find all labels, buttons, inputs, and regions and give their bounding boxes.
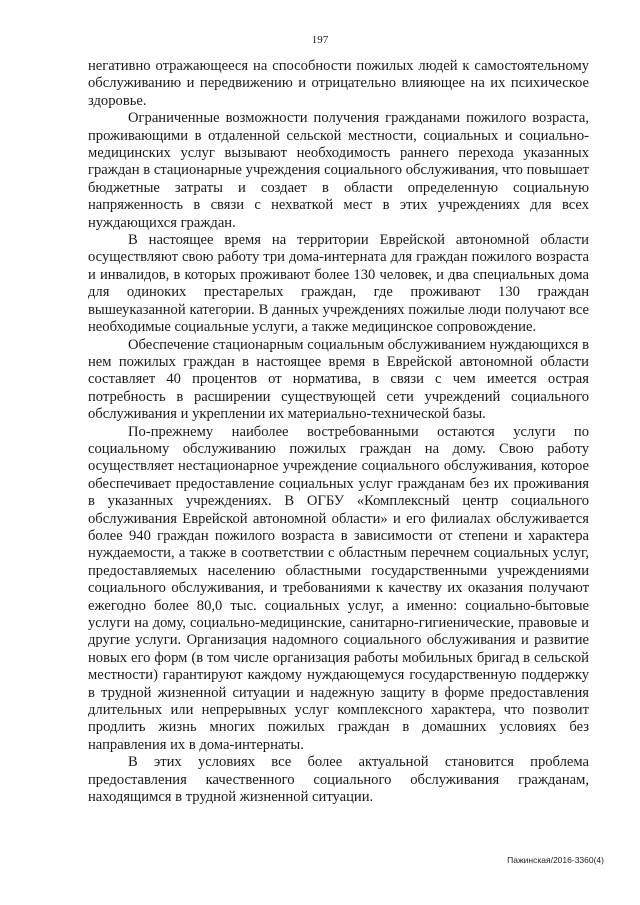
- paragraph: В настоящее время на территории Еврейской автономной области осуществляют свою работу три дома-интерната для граждан пожилого возраста и инвалидов, в которых проживают более 130 человек, и два специальных дома для одиноких престарелых граждан, где проживают 130 граждан вышеуказанной категории. В данных учреждениях пожилые люди получают все необходимые социальные услуги, а также медицинское сопровождение.: [88, 232, 589, 336]
- paragraph: Обеспечение стационарным социальным обслуживанием нуждающихся в нем пожилых граждан в настоящее время в Еврейской автономной области составляет 40 процентов от норматива, в связи с чем имеется острая потребность в расширении существующей сети учреждений социального обслуживания и укреплении их материально-технической базы.: [88, 336, 589, 423]
- paragraph: негативно отражающееся на способности пожилых людей к самостоятельному обслуживанию и передвижению и отрицательно влияющее на их психическое здоровье.: [88, 58, 589, 109]
- page-number: 197: [311, 34, 329, 46]
- paragraph: По-прежнему наиболее востребованными остаются услуги по социальному обслуживанию пожилых граждан на дому. Свою работу осуществляет нестационарное учреждение социального обслуживания, которое обеспечивает предоставление социальных услуг гражданам без их проживания в указанных учреждениях. В ОГБУ «Комплексный центр социального обслуживания Еврейской автономной области» и его филиалах обслуживается более 940 граждан пожилого возраста в зависимости от степени и характера нуждаемости, а также в соответствии с областным перечнем социальных услуг, предоставляемых населению областными государственными учреждениями социального обслуживания, и требованиями к качеству их оказания получают ежегодно более 80,0 тыс. социальных услуг, а именно: социально-бытовые услуги на дому, социально-медицинские, санитарно-гигиенические, правовые и другие услуги. Организация надомного социального обслуживания и развитие новых его форм (в том числе организация работы мобильных бригад в сельской местности) гарантируют каждому нуждающемуся государственную поддержку в трудной жизненной ситуации и надежную защиту в форме предоставления длительных или непрерывных услуг комплексного характера, что позволит продлить жизнь многих пожилых граждан в домашних условиях без направления их в дома-интернаты.: [88, 423, 589, 753]
- paragraph: Ограниченные возможности получения гражданами пожилого возраста, проживающими в отдаленной сельской местности, социальных и социально-медицинских услуг вызывают необходимость раннего перехода указанных граждан в стационарные учреждения социального обслуживания, что повышает бюджетные затраты и создает в области определенную социальную напряженность в связи с нехваткой мест в этих учреждениях для всех нуждающихся граждан.: [88, 110, 589, 231]
- document-body: [88, 58, 589, 806]
- paragraph: В этих условиях все более актуальной становится проблема предоставления качественного социального обслуживания гражданам, находящимся в трудной жизненной ситуации.: [88, 754, 589, 806]
- document-code-footer: Пажинская/2016-3360(4): [507, 855, 604, 865]
